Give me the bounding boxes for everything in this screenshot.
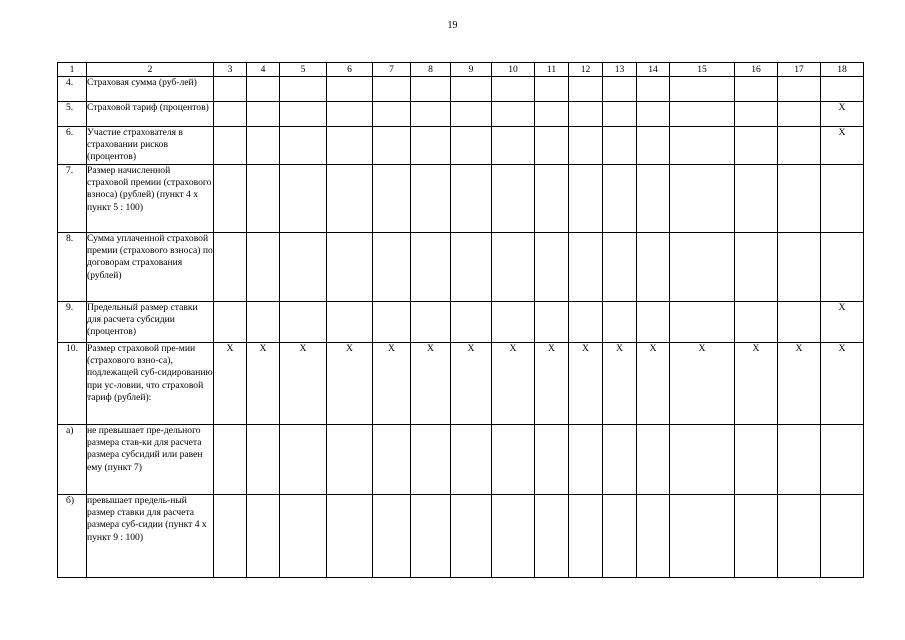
table-cell bbox=[637, 102, 670, 127]
table-cell bbox=[735, 302, 778, 343]
table-cell bbox=[670, 77, 735, 102]
table-cell: X bbox=[214, 343, 247, 425]
table-cell bbox=[637, 77, 670, 102]
header-cell: 5 bbox=[280, 63, 327, 77]
table-cell bbox=[492, 127, 535, 165]
table-cell: X bbox=[411, 343, 451, 425]
table-cell bbox=[373, 495, 411, 578]
table-cell bbox=[247, 495, 280, 578]
row-number bbox=[58, 233, 87, 302]
table-cell bbox=[569, 77, 603, 102]
table-cell: X bbox=[735, 343, 778, 425]
data-table bbox=[57, 62, 864, 578]
table-cell bbox=[214, 302, 247, 343]
header-cell: 8 bbox=[411, 63, 451, 77]
header-cell: 18 bbox=[821, 63, 864, 77]
row-label: Участие страхователя в страховании рисков (процентов) bbox=[87, 127, 214, 165]
table-cell bbox=[603, 77, 637, 102]
table-cell bbox=[535, 127, 569, 165]
table-cell bbox=[411, 77, 451, 102]
row-label: не превышает пре-дельного размера став-ки для расчета размера субсидий или равен ему (пункт 7) bbox=[87, 425, 214, 495]
table-row bbox=[58, 127, 864, 165]
table-cell bbox=[735, 77, 778, 102]
table-cell bbox=[451, 495, 492, 578]
table-cell bbox=[373, 425, 411, 495]
header-cell: 6 bbox=[327, 63, 373, 77]
table-cell bbox=[569, 102, 603, 127]
table-cell bbox=[214, 127, 247, 165]
row-number-text: 8. bbox=[66, 233, 74, 244]
table-cell: X bbox=[821, 127, 864, 165]
table-cell: X bbox=[535, 343, 569, 425]
table-cell bbox=[451, 233, 492, 302]
table-cell bbox=[451, 302, 492, 343]
row-label: Размер страховой пре-мии (страхового взно-са), подлежащей суб-сидированию при ус-ловии, что страховой тариф (рублей): bbox=[87, 343, 214, 425]
row-number-text: 9. bbox=[66, 302, 74, 313]
table-cell bbox=[373, 233, 411, 302]
header-cell: 4 bbox=[247, 63, 280, 77]
table-cell bbox=[214, 165, 247, 233]
row-number bbox=[58, 302, 87, 343]
table-cell bbox=[603, 127, 637, 165]
header-cell: 15 bbox=[670, 63, 735, 77]
table-cell bbox=[735, 127, 778, 165]
table-cell bbox=[603, 302, 637, 343]
table-cell bbox=[411, 127, 451, 165]
row-number-text: 7. bbox=[66, 165, 74, 176]
table-cell bbox=[373, 302, 411, 343]
row-number-text: б) bbox=[66, 495, 75, 506]
table-cell: X bbox=[280, 343, 327, 425]
table-cell bbox=[735, 425, 778, 495]
table-cell bbox=[247, 425, 280, 495]
table-cell bbox=[637, 302, 670, 343]
table-cell bbox=[569, 165, 603, 233]
table-cell bbox=[411, 495, 451, 578]
table-cell bbox=[280, 495, 327, 578]
table-cell bbox=[247, 102, 280, 127]
header-cell: 2 bbox=[87, 63, 214, 77]
table-cell bbox=[778, 495, 821, 578]
table-cell bbox=[735, 233, 778, 302]
table-cell bbox=[670, 495, 735, 578]
table-cell bbox=[821, 77, 864, 102]
table-cell bbox=[603, 233, 637, 302]
table-cell bbox=[735, 102, 778, 127]
table-cell bbox=[373, 127, 411, 165]
row-number-text: 10. bbox=[66, 343, 78, 354]
table-row bbox=[58, 102, 864, 127]
table-cell bbox=[778, 425, 821, 495]
header-cell: 9 bbox=[451, 63, 492, 77]
table-cell: X bbox=[569, 343, 603, 425]
table-cell bbox=[411, 425, 451, 495]
table-body bbox=[58, 77, 864, 578]
table-cell bbox=[603, 495, 637, 578]
table-cell bbox=[535, 302, 569, 343]
header-cell: 17 bbox=[778, 63, 821, 77]
table-cell bbox=[670, 102, 735, 127]
table-row bbox=[58, 165, 864, 233]
table-cell bbox=[373, 77, 411, 102]
header-row bbox=[58, 63, 864, 77]
row-label: Сумма уплаченной страховой премии (страхового взноса) по договорам страхования (рублей) bbox=[87, 233, 214, 302]
table-cell bbox=[569, 127, 603, 165]
table-cell bbox=[821, 165, 864, 233]
table-cell bbox=[778, 165, 821, 233]
table-cell bbox=[670, 302, 735, 343]
table-cell bbox=[492, 425, 535, 495]
table-cell bbox=[778, 77, 821, 102]
table-cell: X bbox=[821, 302, 864, 343]
table-cell bbox=[247, 233, 280, 302]
table-cell bbox=[492, 102, 535, 127]
table-row bbox=[58, 425, 864, 495]
table-cell: X bbox=[492, 343, 535, 425]
table-cell bbox=[327, 302, 373, 343]
row-number-text: 6. bbox=[66, 127, 74, 138]
table-cell bbox=[247, 77, 280, 102]
table-cell: X bbox=[603, 343, 637, 425]
table-cell bbox=[373, 165, 411, 233]
table-cell: X bbox=[373, 343, 411, 425]
row-label: Предельный размер ставки для расчета субсидии (процентов) bbox=[87, 302, 214, 343]
table-cell bbox=[670, 233, 735, 302]
table-cell bbox=[247, 302, 280, 343]
table-cell bbox=[327, 425, 373, 495]
table-cell: X bbox=[821, 343, 864, 425]
table-cell bbox=[327, 165, 373, 233]
table-cell bbox=[247, 127, 280, 165]
table-cell bbox=[280, 425, 327, 495]
table-cell bbox=[247, 165, 280, 233]
header-cell: 3 bbox=[214, 63, 247, 77]
table-cell bbox=[637, 165, 670, 233]
row-number-text: 4. bbox=[66, 77, 74, 88]
table-cell: X bbox=[821, 102, 864, 127]
header-cell: 11 bbox=[535, 63, 569, 77]
table-cell bbox=[280, 302, 327, 343]
row-number bbox=[58, 343, 87, 425]
table-cell bbox=[492, 165, 535, 233]
table-row bbox=[58, 233, 864, 302]
row-number bbox=[58, 425, 87, 495]
table-cell bbox=[411, 165, 451, 233]
table-cell bbox=[821, 495, 864, 578]
table-cell bbox=[821, 425, 864, 495]
table-cell bbox=[670, 127, 735, 165]
table-cell bbox=[778, 102, 821, 127]
row-number bbox=[58, 127, 87, 165]
table-cell bbox=[327, 233, 373, 302]
table-cell bbox=[451, 102, 492, 127]
table-cell bbox=[327, 102, 373, 127]
table-cell bbox=[451, 77, 492, 102]
header-cell: 1 bbox=[58, 63, 87, 77]
table-cell bbox=[492, 495, 535, 578]
table-cell bbox=[492, 77, 535, 102]
table-cell bbox=[214, 495, 247, 578]
header-cell: 7 bbox=[373, 63, 411, 77]
table-cell bbox=[535, 495, 569, 578]
page-number: 19 bbox=[447, 20, 458, 31]
table-cell bbox=[214, 425, 247, 495]
table-cell bbox=[670, 165, 735, 233]
table-cell bbox=[492, 302, 535, 343]
table-cell bbox=[778, 233, 821, 302]
table-row bbox=[58, 302, 864, 343]
table-cell bbox=[569, 302, 603, 343]
row-number bbox=[58, 77, 87, 102]
table-cell: X bbox=[637, 343, 670, 425]
table-cell bbox=[670, 425, 735, 495]
table-cell: X bbox=[451, 343, 492, 425]
table-cell bbox=[492, 233, 535, 302]
table-cell bbox=[214, 77, 247, 102]
table-cell bbox=[280, 102, 327, 127]
table-cell bbox=[778, 127, 821, 165]
table-cell bbox=[451, 165, 492, 233]
header-cell: 13 bbox=[603, 63, 637, 77]
table-cell bbox=[327, 127, 373, 165]
table-row bbox=[58, 495, 864, 578]
table-cell bbox=[603, 425, 637, 495]
table-row bbox=[58, 343, 864, 425]
table-cell bbox=[535, 425, 569, 495]
table-cell bbox=[735, 165, 778, 233]
table-cell bbox=[535, 102, 569, 127]
header-cell: 12 bbox=[569, 63, 603, 77]
table-cell bbox=[821, 233, 864, 302]
row-label: Страховой тариф (процентов) bbox=[87, 102, 214, 127]
table-cell bbox=[535, 233, 569, 302]
row-label: превышает предель-ный размер ставки для расчета размера суб-сидии (пункт 4 x пункт 9 : 100) bbox=[87, 495, 214, 578]
table-cell bbox=[778, 302, 821, 343]
table-cell bbox=[603, 165, 637, 233]
header-cell: 16 bbox=[735, 63, 778, 77]
table-cell bbox=[280, 77, 327, 102]
table-cell bbox=[637, 495, 670, 578]
header-cell: 14 bbox=[637, 63, 670, 77]
table-cell bbox=[373, 102, 411, 127]
table-cell: X bbox=[670, 343, 735, 425]
row-label: Страховая сумма (руб-лей) bbox=[87, 77, 214, 102]
table-cell bbox=[535, 165, 569, 233]
table-cell bbox=[569, 233, 603, 302]
table-cell bbox=[451, 127, 492, 165]
row-number bbox=[58, 102, 87, 127]
table-cell bbox=[637, 127, 670, 165]
table-cell bbox=[280, 233, 327, 302]
table-cell bbox=[411, 302, 451, 343]
table-cell: X bbox=[247, 343, 280, 425]
table-cell bbox=[411, 102, 451, 127]
table-row bbox=[58, 77, 864, 102]
table-cell bbox=[451, 425, 492, 495]
table-cell bbox=[569, 425, 603, 495]
table-cell bbox=[411, 233, 451, 302]
row-number bbox=[58, 165, 87, 233]
table-cell bbox=[214, 233, 247, 302]
table-cell bbox=[280, 165, 327, 233]
table-cell: X bbox=[327, 343, 373, 425]
row-number-text: 5. bbox=[66, 102, 74, 113]
table-cell bbox=[327, 495, 373, 578]
table-cell bbox=[535, 77, 569, 102]
table-cell bbox=[327, 77, 373, 102]
table-cell bbox=[603, 102, 637, 127]
table-cell bbox=[637, 233, 670, 302]
row-number-text: а) bbox=[66, 425, 74, 436]
header-cell: 10 bbox=[492, 63, 535, 77]
table-cell bbox=[735, 495, 778, 578]
table-cell: X bbox=[778, 343, 821, 425]
table-cell bbox=[280, 127, 327, 165]
row-label: Размер начисленной страховой премии (страхового взноса) (рублей) (пункт 4 x пункт 5 : 100) bbox=[87, 165, 214, 233]
table-cell bbox=[214, 102, 247, 127]
table-cell bbox=[637, 425, 670, 495]
table-cell bbox=[569, 495, 603, 578]
row-number bbox=[58, 495, 87, 578]
